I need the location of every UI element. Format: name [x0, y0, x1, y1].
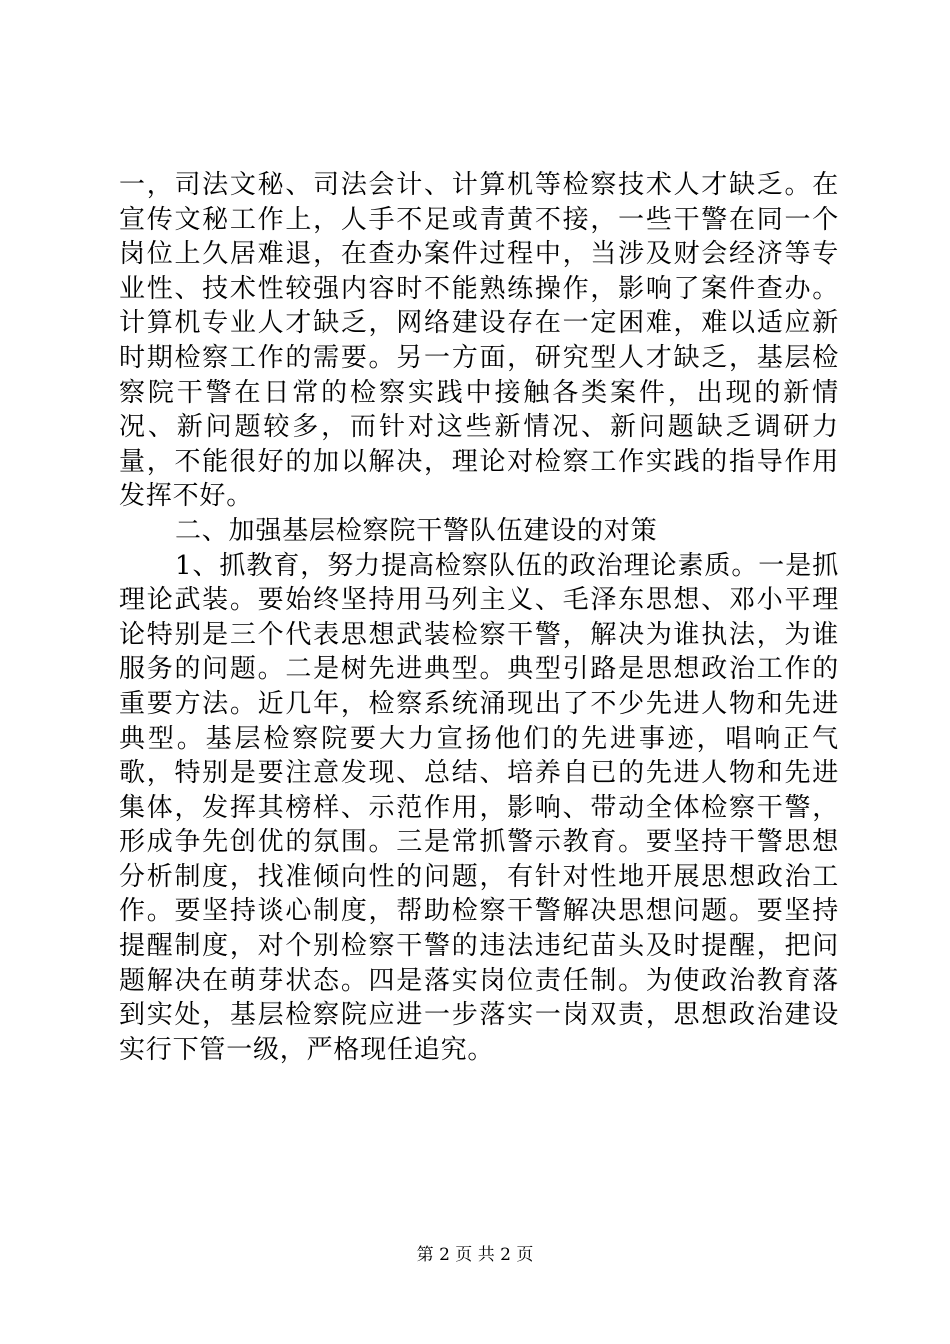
- paragraph-talent-shortage: 一，司法文秘、司法会计、计算机等检察技术人才缺乏。在宣传文秘工作上，人手不足或青黄不接，一些干警在同一个岗位上久居难退，在查办案件过程中，当涉及财会经济等专业性、技术性较强内容时不能熟练操作，影响了案件查办。计算机专业人才缺乏，网络建设存在一定困难，难以适应新时期检察工作的需要。另一方面，研究型人才缺乏，基层检察院干警在日常的检察实践中接触各类案件，出现的新情况、新问题较多，而针对这些新情况、新问题缺乏调研力量，不能很好的加以解决，理论对检察工作实践的指导作用发挥不好。: [119, 170, 839, 512]
- section-heading-countermeasures: 二、加强基层检察院干警队伍建设的对策: [175, 515, 658, 546]
- document-body: [119, 168, 839, 1067]
- paragraph-education: 1、抓教育，努力提高检察队伍的政治理论素质。一是抓理论武装。要始终坚持用马列主义、毛泽东思想、邓小平理论特别是三个代表思想武装检察干警，解决为谁执法，为谁服务的问题。二是树先进典型。典型引路是思想政治工作的重要方法。近几年，检察系统涌现出了不少先进人物和先进典型。基层检察院要大力宣扬他们的先进事迹，唱响正气歌，特别是要注意发现、总结、培养自已的先进人物和先进集体，发挥其榜样、示范作用，影响、带动全体检察干警，形成争先创优的氛围。三是常抓警示教育。要坚持干警思想分析制度，找准倾向性的问题，有针对性地开展思想政治工作。要坚持谈心制度，帮助检察干警解决思想问题。要坚持提醒制度，对个别检察干警的违法违纪苗头及时提醒，把问题解决在萌芽状态。四是落实岗位责任制。为使政治教育落到实处，基层检察院应进一步落实一岗双责，思想政治建设实行下管一级，严格现任追究。: [119, 550, 839, 1065]
- page-number-footer: 第 2 页 共 2 页: [416, 1245, 534, 1265]
